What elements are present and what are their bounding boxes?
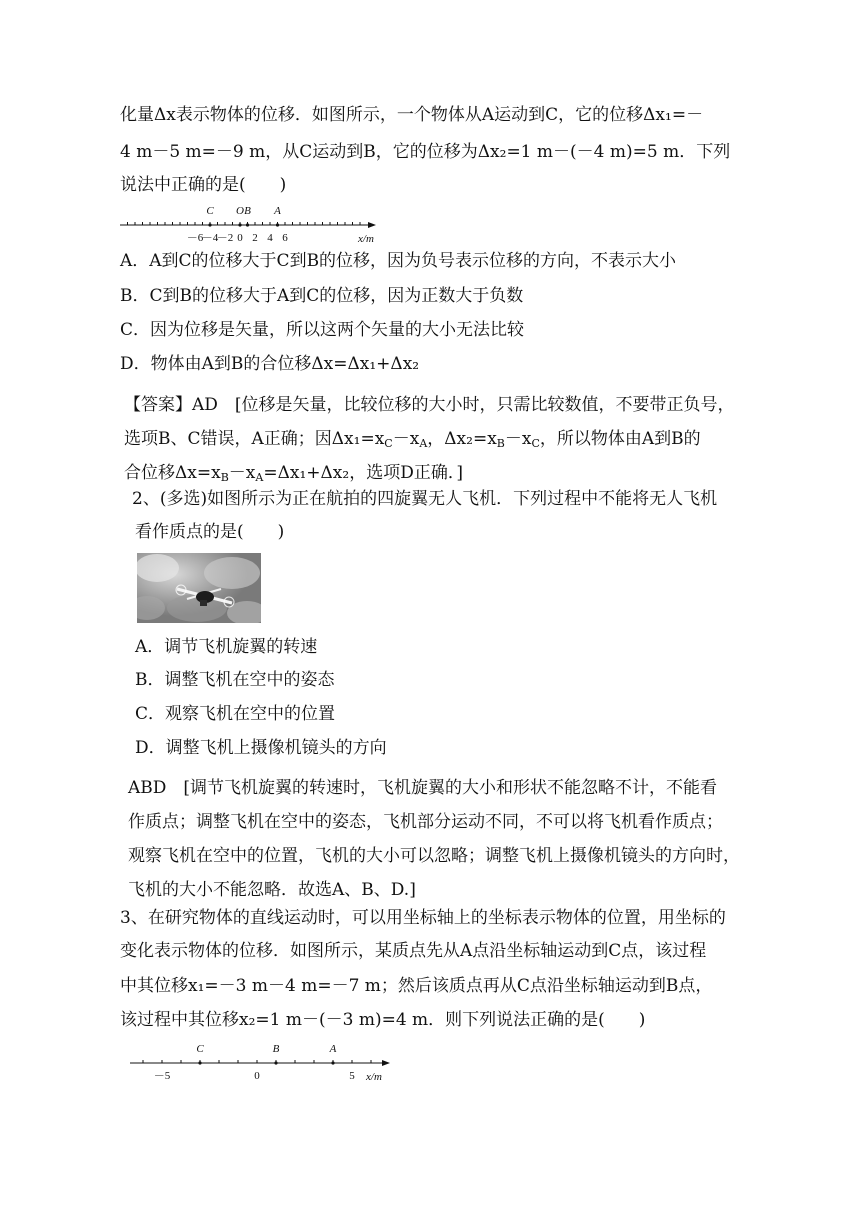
q1-option-d: D．物体由A到B的合位移Δx=Δx₁+Δx₂ [120,354,420,374]
q1-axis-arrow [368,222,376,228]
q1-stem-line-3: 说法中正确的是( ) [120,175,287,195]
q1-answer-line-3: 合位移$\Delta x=x_B-x_A=\Delta x_1+\Delta x_2$，选项D正确．] [124,463,463,484]
axis2-point-c [198,1061,201,1064]
q3-stem-line-4: 该过程中其位移x₂=1 m－(－3 m)=4 m．则下列说法正确的是( ) [120,1010,646,1030]
q1-stem-line-2: 4 m－5 m=－9 m，从C运动到B，它的位移为Δx₂=1 m－(－4 m)=5 m．下列 [120,142,731,162]
axis1-tick-label: 2 [252,232,258,244]
q2-option-c: C．观察飞机在空中的位置 [135,704,336,724]
q1-option-c: C．因为位移是矢量，所以这两个矢量的大小无法比较 [120,320,525,340]
drone-photo [137,553,261,623]
q2-option-b: B．调整飞机在空中的姿态 [135,670,335,690]
q1-stem-line-1: 化量Δx表示物体的位移．如图所示，一个物体从A运动到C，它的位移Δx₁=－ [120,105,704,125]
axis2-tick-label: －5 [153,1070,171,1082]
q2-option-a: A．调节飞机旋翼的转速 [135,637,318,657]
q3-stem-line-2: 变化表示物体的位移．如图所示，某质点先从A点沿坐标轴运动到C点，该过程 [120,941,707,961]
q2-answer-line-2: 作质点；调整飞机在空中的姿态，飞机部分运动不同，不可以将飞机看作质点； [128,812,723,832]
q3-axis-unit: x/m [366,1071,382,1083]
axis1-point-o [238,223,241,226]
axis2-point-b [274,1061,277,1064]
axis1-point-c [208,223,211,226]
axis2-tick-label: 0 [254,1070,260,1082]
q2-answer-line-1: ABD [调节飞机旋翼的转速时，飞机旋翼的大小和形状不能忽略不计，不能看 [128,778,718,798]
axis1-tick-label: 6 [282,232,288,244]
q3-axis-arrow [382,1060,390,1066]
q3-number-line [126,1038,406,1084]
axis1-point-label-a: A [274,205,281,217]
q2-option-d: D．调整飞机上摄像机镜头的方向 [135,738,387,758]
axis1-point-label-c: C [206,205,214,217]
axis1-point-b [246,223,249,226]
axis2-point-label-a: A [329,1043,337,1055]
axis1-tick-label: 0 [237,232,243,244]
axis1-tick-label: －2 [216,232,234,244]
q2-stem-line-1: 2、(多选)如图所示为正在航拍的四旋翼无人飞机．下列过程中不能将无人飞机 [132,489,718,509]
axis1-point-a [276,223,279,226]
axis2-point-label-c: C [196,1043,204,1055]
axis2-point-a [331,1061,334,1064]
q2-stem-line-2: 看作质点的是( ) [135,522,285,542]
drone-image [137,553,261,623]
q3-stem-line-3: 中其位移x₁=－3 m－4 m=－7 m；然后该质点再从C点沿坐标轴运动到B点， [120,976,713,996]
axis1-point-label-b: B [244,205,251,217]
q1-axis-unit: x/m [358,233,374,244]
q1-number-line [118,200,388,244]
q1-answer-line-2: 选项B、C错误，A正确；因$\Delta x_1=x_C-x_A$，$\Delta x_2=x_B-x_C$，所以物体由A到B的 [124,429,701,450]
q3-stem-line-1: 3、在研究物体的直线运动时，可以用坐标轴上的坐标表示物体的位置，用坐标的 [120,908,726,928]
q2-answer-line-4: 飞机的大小不能忽略．故选A、B、D.] [128,880,416,900]
q1-option-b: B．C到B的位移大于A到C的位移，因为正数大于负数 [120,286,524,306]
axis1-tick-label: 4 [267,232,273,244]
axis2-point-label-b: B [272,1043,280,1055]
q2-answer-line-3: 观察飞机在空中的位置，飞机的大小可以忽略；调整飞机上摄像机镜头的方向时， [128,846,740,866]
q1-answer-line-1: 【答案】AD [位移是矢量，比较位移的大小时，只需比较数值，不要带正负号， [124,395,735,415]
axis1-tick-label: －4 [201,232,219,244]
axis1-tick-label: －6 [186,232,204,244]
axis1-point-label-o: O [236,205,244,217]
axis2-tick-label: 5 [349,1070,355,1082]
q1-option-a: A．A到C的位移大于C到B的位移，因为负号表示位移的方向，不表示大小 [120,251,677,271]
